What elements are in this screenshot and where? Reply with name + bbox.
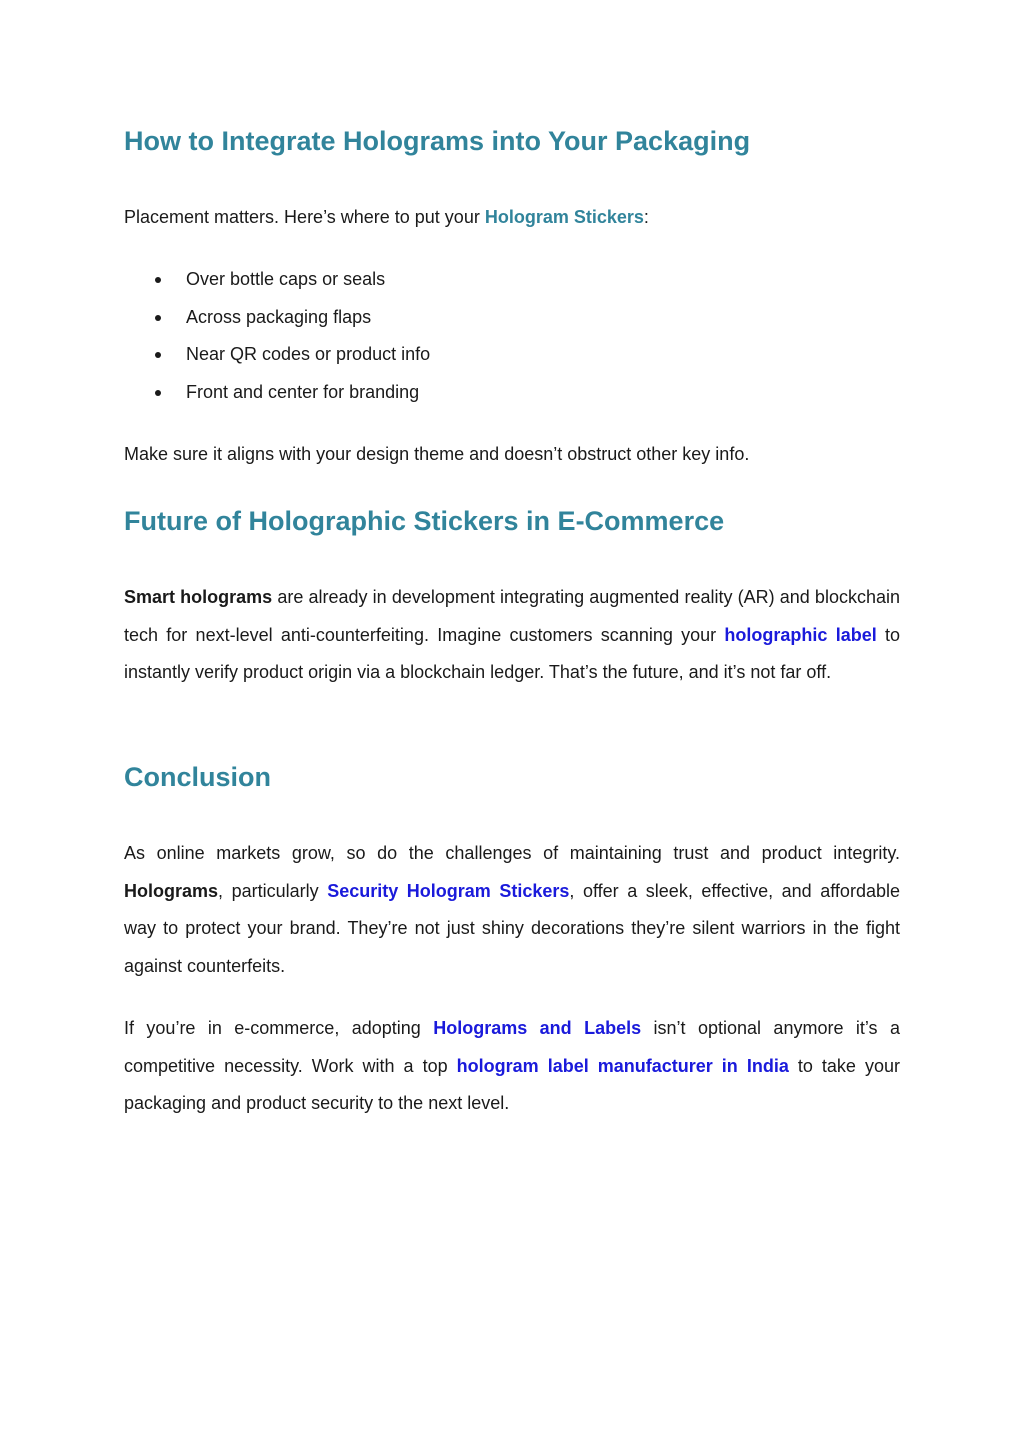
holograms-bold: Holograms bbox=[124, 880, 219, 901]
placement-text: Placement matters. Here’s where to put your bbox=[124, 207, 485, 227]
security-hologram-stickers-link[interactable]: Security Hologram Stickers bbox=[327, 880, 570, 901]
section-heading-future: Future of Holographic Stickers in E-Commerce bbox=[124, 506, 725, 536]
bullet-icon bbox=[155, 315, 161, 321]
list-item bbox=[124, 336, 430, 374]
conclusion-text-3: , offer a sleek, effective, and affordable way to protect your brand. They’re not just shiny decorations they’re silent warriors in the fight against counterfeits. bbox=[124, 880, 900, 976]
future-text-2: to instantly verify product origin via a blockchain ledger. That’s the future, and it’s not far off. bbox=[124, 624, 900, 683]
list-item-text: Over bottle caps or seals bbox=[186, 269, 386, 289]
list-item bbox=[124, 299, 430, 337]
section-heading-conclusion: Conclusion bbox=[124, 762, 271, 792]
bullet-icon bbox=[155, 277, 161, 283]
list-item-text: Across packaging flaps bbox=[186, 306, 372, 327]
conclusion-text-2: , particularly bbox=[218, 880, 328, 901]
conclusion-paragraph-1 bbox=[124, 835, 900, 985]
conclusion-p2-text-3: to take your packaging and product security to the next level. bbox=[124, 1055, 900, 1114]
list-item bbox=[124, 261, 430, 299]
bullet-icon bbox=[155, 390, 161, 396]
smart-holograms-bold: Smart holograms bbox=[124, 587, 273, 607]
hologram-label-manufacturer-link[interactable]: hologram label manufacturer in India bbox=[456, 1055, 789, 1076]
future-text-1: are already in development integrating augmented reality (AR) and blockchain tech for next-level anti-counterfeiting. Imagine customers scanning your bbox=[124, 587, 900, 645]
conclusion-p2-text-2: isn’t optional anymore it’s a competitive necessity. Work with a top bbox=[124, 1018, 900, 1076]
list-item bbox=[124, 374, 430, 412]
list-item-text: Front and center for branding bbox=[186, 381, 420, 402]
alignment-paragraph: Make sure it aligns with your design theme and doesn’t obstruct other key info. bbox=[124, 444, 750, 464]
conclusion-p2-text-1: If you’re in e-commerce, adopting bbox=[124, 1018, 434, 1038]
conclusion-paragraph-2 bbox=[124, 1010, 900, 1123]
section-heading-integrate: How to Integrate Holograms into Your Packaging bbox=[124, 126, 751, 156]
conclusion-text-1: As online markets grow, so do the challenges of maintaining trust and product integrity. bbox=[124, 843, 900, 863]
hologram-stickers-link[interactable]: Hologram Stickers bbox=[484, 207, 644, 227]
placement-colon: : bbox=[643, 207, 649, 227]
list-item-text: Near QR codes or product info bbox=[186, 344, 431, 365]
placement-paragraph bbox=[124, 199, 900, 237]
bullet-icon bbox=[155, 352, 161, 358]
future-paragraph bbox=[124, 579, 900, 692]
holograms-and-labels-link[interactable]: Holograms and Labels bbox=[433, 1018, 642, 1038]
placement-bullet-list bbox=[124, 261, 430, 411]
holographic-label-link[interactable]: holographic label bbox=[724, 624, 877, 645]
